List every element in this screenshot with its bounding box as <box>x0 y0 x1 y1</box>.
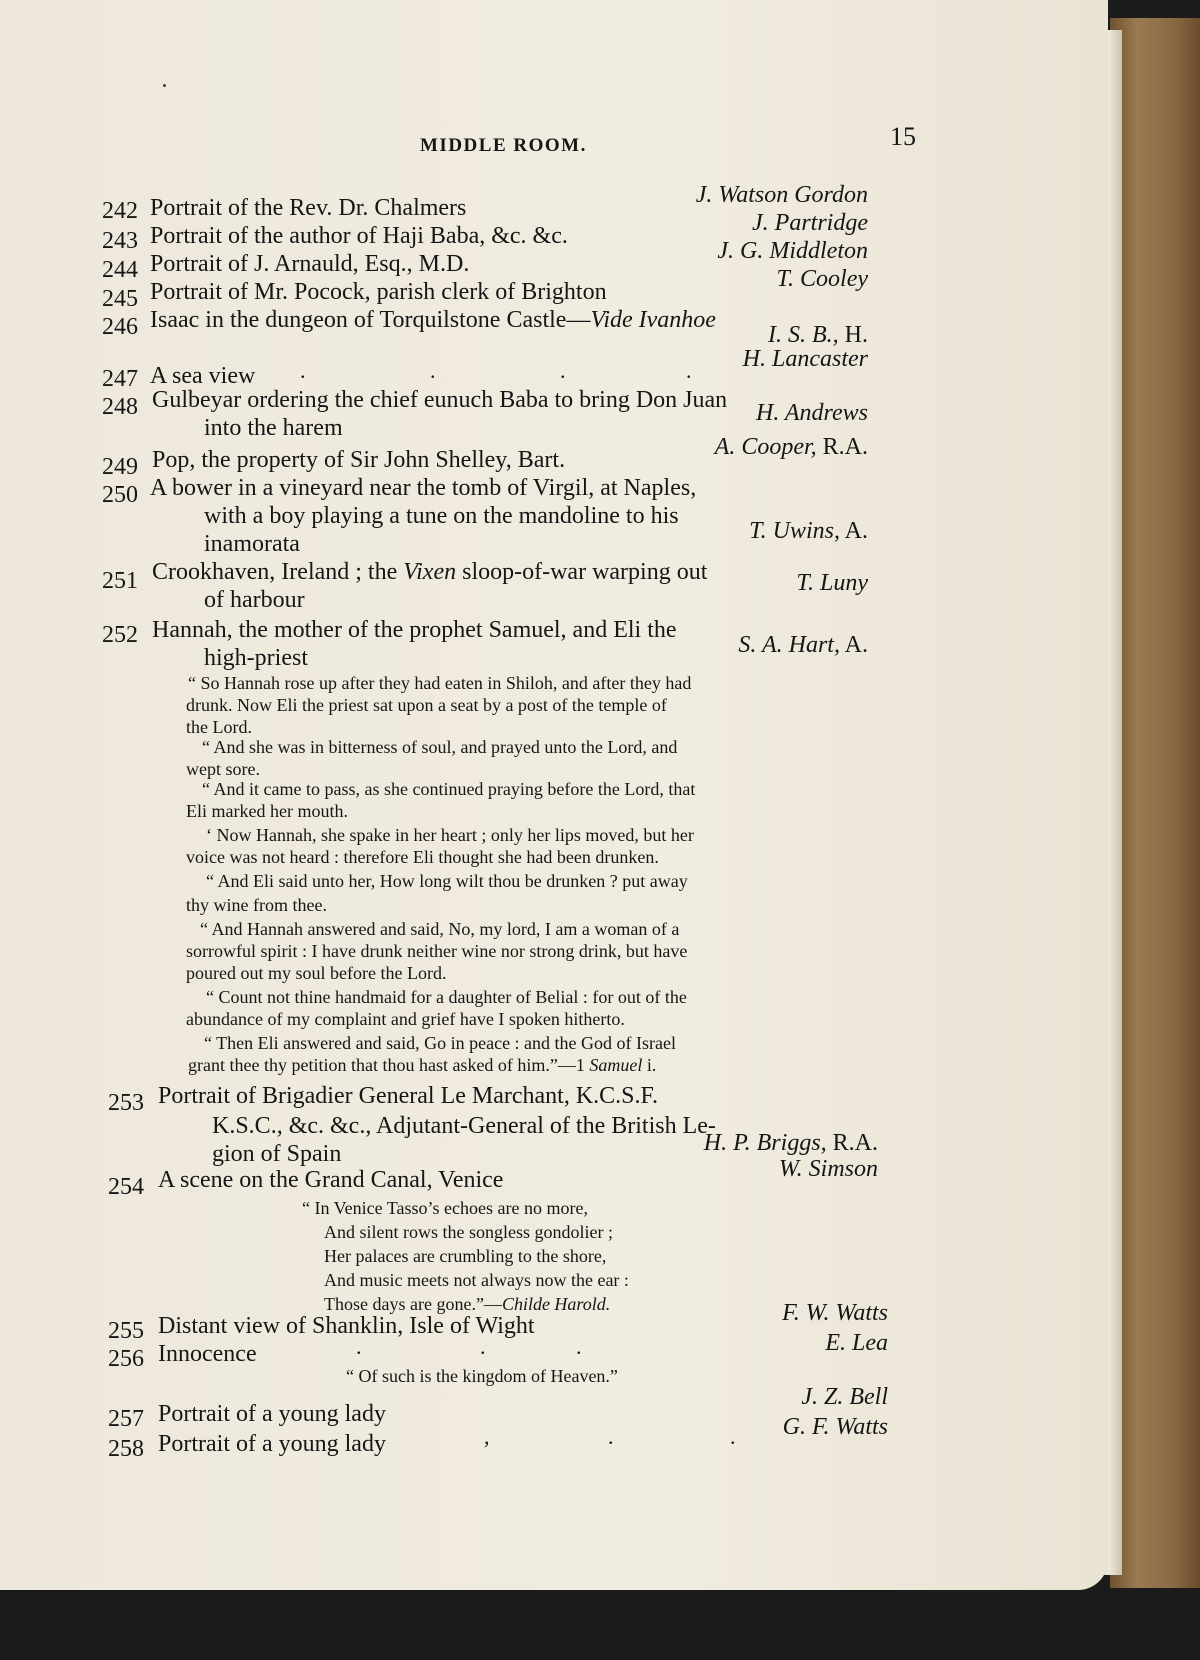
quote-line: wept sore. <box>186 759 260 779</box>
leader-dots: . <box>300 358 306 383</box>
entry-title: Crookhaven, Ireland ; the Vixen sloop-of-war warping out <box>152 559 708 585</box>
entry-title-cont: into the harem <box>204 415 343 441</box>
entry-artist: I. S. B., H. <box>768 322 868 348</box>
quote-line: “ So Hannah rose up after they had eaten in Shiloh, and after they had <box>188 673 692 693</box>
entry-title: A scene on the Grand Canal, Venice <box>158 1167 504 1193</box>
leader-dots: . <box>576 1334 582 1359</box>
entry-artist: T. Cooley <box>776 266 868 292</box>
entry-title: Portrait of the Rev. Dr. Chalmers <box>150 195 467 221</box>
leader-dots: . <box>686 358 692 383</box>
leader-dots: . <box>560 358 566 383</box>
entry-artist: G. F. Watts <box>782 1414 888 1440</box>
entry-title: Innocence <box>158 1341 257 1367</box>
quote-line: “ And she was in bitterness of soul, and prayed unto the Lord, and <box>202 737 678 757</box>
entry-artist: J. Watson Gordon <box>695 182 868 208</box>
entry-artist: H. Lancaster <box>742 346 868 372</box>
quote-line: “ And it came to pass, as she continued praying before the Lord, that <box>202 779 696 799</box>
entry-artist: J. Z. Bell <box>801 1384 888 1410</box>
entry-title-cont: gion of Spain <box>212 1141 342 1167</box>
entry-number: 249 <box>102 454 138 480</box>
entry-number: 258 <box>108 1436 144 1462</box>
quote-line: drunk. Now Eli the priest sat upon a seat by a post of the temple of <box>186 695 667 715</box>
entry-number: 246 <box>102 314 138 340</box>
quote-line: Eli marked her mouth. <box>186 801 348 821</box>
quote-line: “ And Eli said unto her, How long wilt thou be drunken ? put away <box>206 871 688 891</box>
quote-line: voice was not heard : therefore Eli thought she had been drunken. <box>186 847 659 867</box>
entry-artist: T. Luny <box>796 570 868 596</box>
leader-dots: . <box>608 1424 614 1449</box>
poem-line: “ In Venice Tasso’s echoes are no more, <box>302 1198 588 1218</box>
quote-line: abundance of my complaint and grief have I spoken hitherto. <box>186 1009 625 1029</box>
entry-title: Isaac in the dungeon of Torquilstone Castle—Vide Ivanhoe <box>150 307 716 333</box>
entry-number: 242 <box>102 198 138 224</box>
entry-artist: F. W. Watts <box>782 1300 888 1326</box>
entry-number: 252 <box>102 622 138 648</box>
entry-number: 256 <box>108 1346 144 1372</box>
quote-line: the Lord. <box>186 717 252 737</box>
page-number: 15 <box>890 122 916 151</box>
entry-title: Hannah, the mother of the prophet Samuel, and Eli the <box>152 617 677 643</box>
entry-number: 253 <box>108 1090 144 1116</box>
entry-number: 244 <box>102 257 138 283</box>
entry-title: A bower in a vineyard near the tomb of Virgil, at Naples, <box>150 475 697 501</box>
entry-number: 257 <box>108 1406 144 1432</box>
leader-dots: , <box>484 1424 490 1449</box>
entry-number: 255 <box>108 1318 144 1344</box>
quote-line: grant thee thy petition that thou hast asked of him.”—1 Samuel i. <box>188 1055 657 1075</box>
entry-number: 251 <box>102 568 138 594</box>
quote-line: “ Then Eli answered and said, Go in peace : and the God of Israel <box>204 1033 676 1053</box>
entry-artist: H. Andrews <box>755 400 868 426</box>
entry-number: 248 <box>102 394 138 420</box>
entry-title: Portrait of Brigadier General Le Marchant, K.C.S.F. <box>158 1083 658 1109</box>
entry-title-cont: of harbour <box>204 587 305 613</box>
entry-title-cont: with a boy playing a tune on the mandoline to his <box>204 503 679 529</box>
entry-title: Gulbeyar ordering the chief eunuch Baba to bring Don Juan <box>152 387 728 413</box>
entry-title: Portrait of Mr. Pocock, parish clerk of Brighton <box>150 279 607 305</box>
entry-artist: H. P. Briggs, R.A. <box>703 1130 878 1156</box>
entry-artist: A. Cooper, R.A. <box>714 434 868 460</box>
entry-title-cont: high-priest <box>204 645 308 671</box>
quote-line: thy wine from thee. <box>186 895 327 915</box>
poem-line: Her palaces are crumbling to the shore, <box>324 1246 607 1266</box>
entry-artist: S. A. Hart, A. <box>738 632 868 658</box>
poem-line: And silent rows the songless gondolier ; <box>324 1222 613 1242</box>
leader-dots: . <box>356 1334 362 1359</box>
quote-line: poured out my soul before the Lord. <box>186 963 447 983</box>
leader-dots: . <box>730 1424 736 1449</box>
entry-number: 254 <box>108 1174 144 1200</box>
quote-line: “ Count not thine handmaid for a daughter of Belial : for out of the <box>206 987 687 1007</box>
entry-artist: E. Lea <box>825 1330 888 1356</box>
book-cover-edge <box>1110 18 1200 1588</box>
entry-title: Pop, the property of Sir John Shelley, Bart. <box>152 447 566 473</box>
entry-title: Portrait of J. Arnauld, Esq., M.D. <box>150 251 470 277</box>
quote-line: “ Of such is the kingdom of Heaven.” <box>346 1366 618 1386</box>
entry-artist: J. Partridge <box>752 210 868 236</box>
entry-title-cont: inamorata <box>204 531 300 557</box>
entry-number: 247 <box>102 366 138 392</box>
entry-number: 243 <box>102 228 138 254</box>
entry-number: 245 <box>102 286 138 312</box>
page-blemish <box>163 84 166 87</box>
entry-number: 250 <box>102 482 138 508</box>
entry-title-cont: K.S.C., &c. &c., Adjutant-General of the British Le- <box>212 1113 716 1139</box>
entry-artist: T. Uwins, A. <box>749 518 868 544</box>
entry-title: A sea view <box>150 363 256 389</box>
poem-line: Those days are gone.”—Childe Harold. <box>324 1294 611 1314</box>
page-header: MIDDLE ROOM. <box>420 135 587 156</box>
quote-line: ‘ Now Hannah, she spake in her heart ; only her lips moved, but her <box>206 825 694 845</box>
entry-title: Portrait of a young lady <box>158 1431 386 1457</box>
entry-artist: J. G. Middleton <box>717 238 868 264</box>
poem-line: And music meets not always now the ear : <box>324 1270 629 1290</box>
quote-line: sorrowful spirit : I have drunk neither wine nor strong drink, but have <box>186 941 688 961</box>
quote-line: “ And Hannah answered and said, No, my lord, I am a woman of a <box>200 919 680 939</box>
leader-dots: . <box>430 358 436 383</box>
leader-dots: . <box>480 1334 486 1359</box>
entry-title: Distant view of Shanklin, Isle of Wight <box>158 1313 535 1339</box>
entry-title: Portrait of the author of Haji Baba, &c. &c. <box>150 223 568 249</box>
entry-artist: W. Simson <box>778 1156 878 1182</box>
entry-title: Portrait of a young lady <box>158 1401 386 1427</box>
